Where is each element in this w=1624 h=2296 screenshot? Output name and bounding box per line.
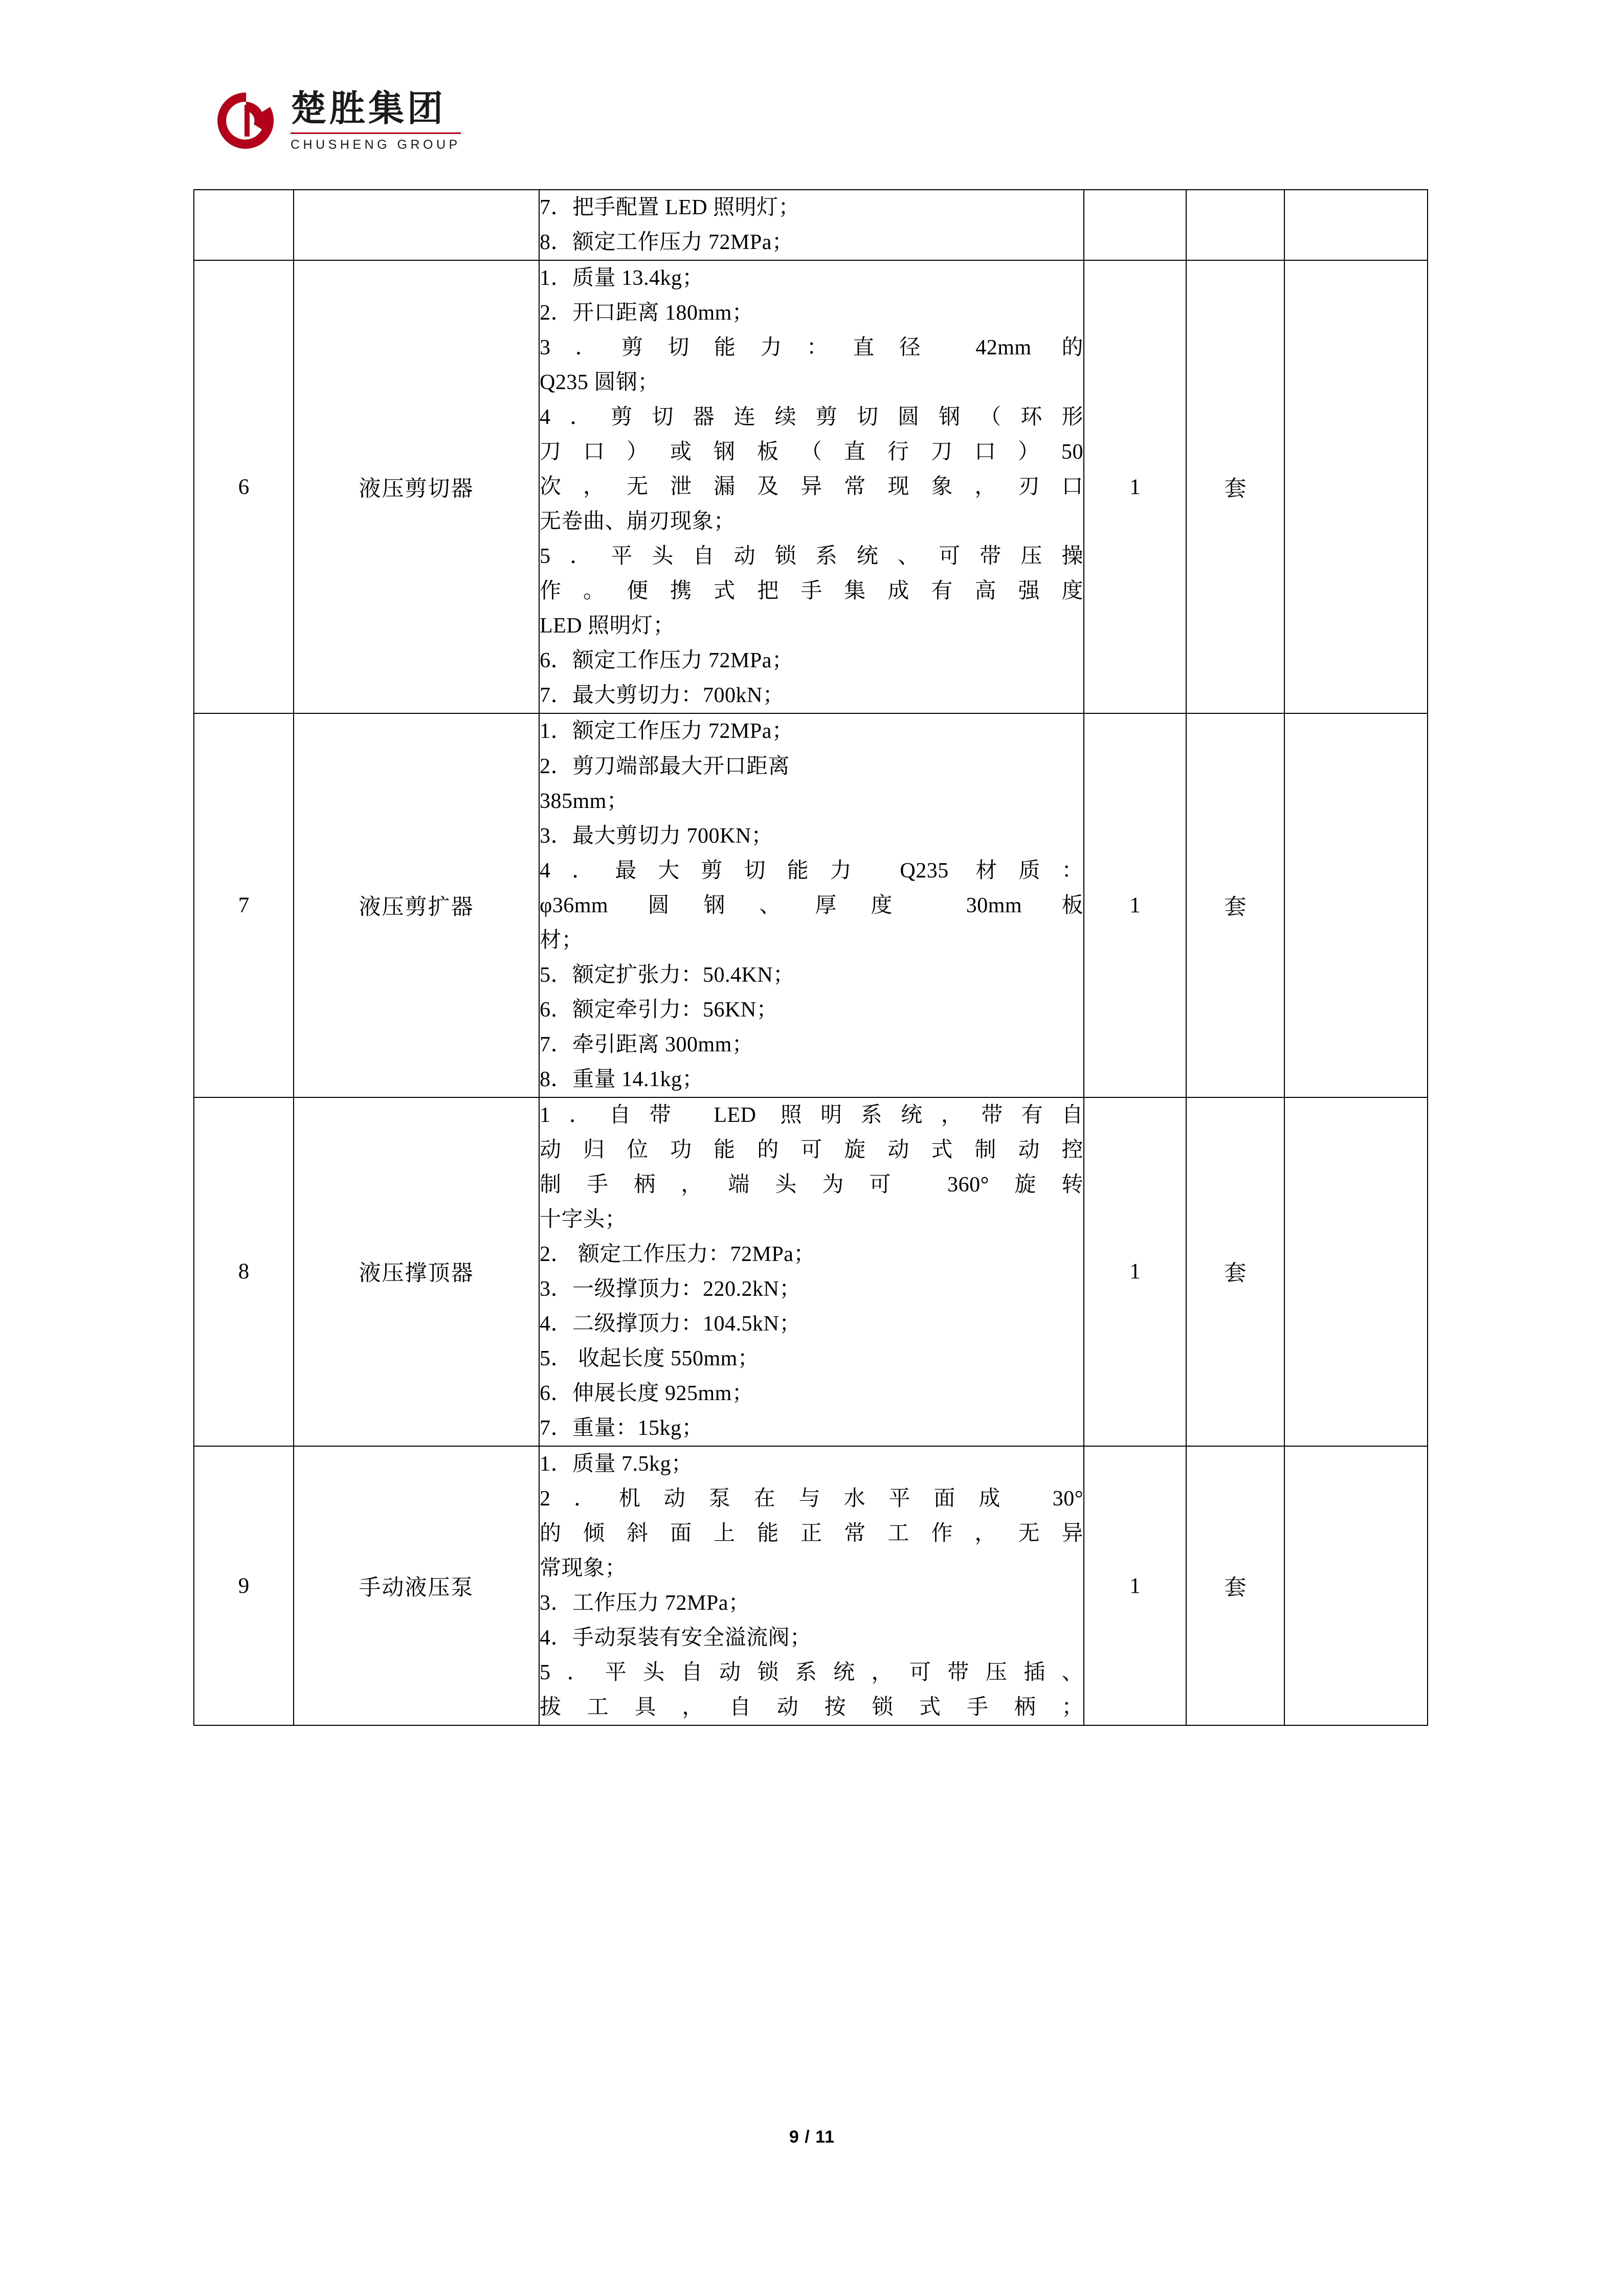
spec-line: 4．二级撑顶力：104.5kN；: [540, 1312, 801, 1336]
table-row: [194, 190, 1428, 260]
row-unit: 套: [1186, 1097, 1284, 1446]
spec-line: 8．重量 14.1kg；: [540, 1067, 704, 1091]
row-no: 6: [194, 260, 294, 713]
spec-line: 7．最大剪切力：700kN；: [540, 684, 785, 708]
spec-line: 1．质量 13.4kg；: [540, 266, 704, 290]
spec-line: 7．重量：15kg；: [540, 1416, 704, 1440]
spec-line: 3．一级撑顶力：220.2kN；: [540, 1277, 801, 1301]
row-spec: [539, 1097, 1084, 1446]
spec-line: 1．额定工作压力 72MPa；: [540, 719, 794, 744]
row-spec: [539, 260, 1084, 713]
spec-line: 2．剪刀端部最大开口距离: [540, 754, 790, 778]
row-qty: 1: [1084, 1097, 1186, 1446]
spec-line: 十字头；: [540, 1207, 627, 1231]
spec-line: φ36mm 圆钢、厚度 30mm 板: [540, 893, 1083, 917]
row-name: [294, 190, 539, 260]
spec-line: 2． 额定工作压力：72MPa；: [540, 1242, 815, 1266]
spec-line: 6．额定工作压力 72MPa；: [540, 649, 794, 673]
row-unit: 套: [1186, 713, 1284, 1097]
spec-line: 3．剪切能力：直径 42mm 的: [540, 336, 1083, 360]
company-logo: [215, 89, 461, 152]
spec-table-body: [194, 190, 1428, 1725]
spec-line: 1．质量 7.5kg；: [540, 1452, 693, 1476]
row-note: [1284, 1097, 1428, 1446]
row-spec: [539, 190, 1084, 260]
spec-table: [193, 189, 1428, 1726]
spec-line: 2．开口距离 180mm；: [540, 301, 754, 325]
spec-table-container: [193, 189, 1427, 1726]
row-no: 9: [194, 1446, 294, 1725]
spec-line: 2．机动泵在与水平面成 30°: [540, 1487, 1083, 1511]
spec-line: LED 照明灯；: [540, 614, 675, 638]
spec-line: 5．平头自动锁系统、可带压操: [540, 545, 1083, 569]
page-footer: [0, 2127, 1624, 2147]
row-name: 手动液压泵: [294, 1446, 539, 1725]
table-row: [194, 1097, 1428, 1446]
spec-line: 6．伸展长度 925mm；: [540, 1382, 754, 1406]
row-spec: [539, 713, 1084, 1097]
spec-line: 刀口）或钢板（直行刀口）50: [540, 440, 1083, 464]
spec-line: 3．工作压力 72MPa；: [540, 1591, 750, 1615]
spec-line: 385mm；: [540, 789, 629, 813]
row-name: 液压剪扩器: [294, 713, 539, 1097]
spec-line: 6．额定牵引力：56KN；: [540, 998, 778, 1022]
spec-line: 作。便携式把手集成有高强度: [540, 579, 1083, 603]
spec-line: 拔工具，自动按锁式手柄；: [540, 1696, 1083, 1720]
spec-line: 材；: [540, 928, 584, 952]
row-no: 8: [194, 1097, 294, 1446]
table-row: [194, 260, 1428, 713]
spec-line: 动归位功能的可旋动式制动控: [540, 1138, 1083, 1162]
spec-line: Q235 圆钢；: [540, 371, 659, 395]
row-no: [194, 190, 294, 260]
spec-line: 常现象；: [540, 1557, 627, 1581]
spec-line: 1．自带 LED 照明系统，带有自: [540, 1103, 1083, 1127]
spec-line: 7．牵引距离 300mm；: [540, 1032, 754, 1056]
company-name-en: CHUSHENG GROUP: [291, 132, 461, 151]
page-header: [0, 0, 1624, 189]
row-note: [1284, 1446, 1428, 1725]
spec-line: 3．最大剪切力 700KN；: [540, 824, 773, 848]
spec-line: 5． 收起长度 550mm；: [540, 1347, 760, 1371]
row-name: 液压剪切器: [294, 260, 539, 713]
spec-line: 4．最大剪切能力 Q235 材质：: [540, 859, 1083, 883]
spec-line: 制手柄，端头为可 360°旋转: [540, 1173, 1083, 1197]
row-unit: 套: [1186, 260, 1284, 713]
spec-line: 4．手动泵装有安全溢流阀；: [540, 1626, 812, 1650]
spec-line: 5．额定扩张力：50.4KN；: [540, 963, 795, 987]
spec-line: 的倾斜面上能正常工作，无异: [540, 1522, 1083, 1546]
row-unit: 套: [1186, 1446, 1284, 1725]
spec-line: 5．平头自动锁系统，可带压插、: [540, 1661, 1083, 1685]
table-row: [194, 713, 1428, 1097]
spec-line: 无卷曲、崩刃现象；: [540, 510, 736, 534]
spec-line: 8．额定工作压力 72MPa；: [540, 231, 794, 255]
company-name-block: [291, 88, 461, 152]
row-spec: [539, 1446, 1084, 1725]
row-qty: [1084, 190, 1186, 260]
company-name-cn: 楚胜集团: [291, 88, 446, 128]
page-number: 9 / 11: [789, 2127, 835, 2147]
row-no: 7: [194, 713, 294, 1097]
table-row: [194, 1446, 1428, 1725]
row-note: [1284, 260, 1428, 713]
spec-line: 次，无泄漏及异常现象，刃口: [540, 475, 1083, 499]
row-note: [1284, 713, 1428, 1097]
row-name: 液压撑顶器: [294, 1097, 539, 1446]
row-qty: 1: [1084, 713, 1186, 1097]
chusheng-logo-icon: [215, 89, 277, 152]
row-qty: 1: [1084, 1446, 1186, 1725]
row-qty: 1: [1084, 260, 1186, 713]
row-note: [1284, 190, 1428, 260]
spec-line: 4．剪切器连续剪切圆钢（环形: [540, 406, 1083, 430]
spec-line: 7．把手配置 LED 照明灯；: [540, 196, 800, 219]
row-unit: [1186, 190, 1284, 260]
